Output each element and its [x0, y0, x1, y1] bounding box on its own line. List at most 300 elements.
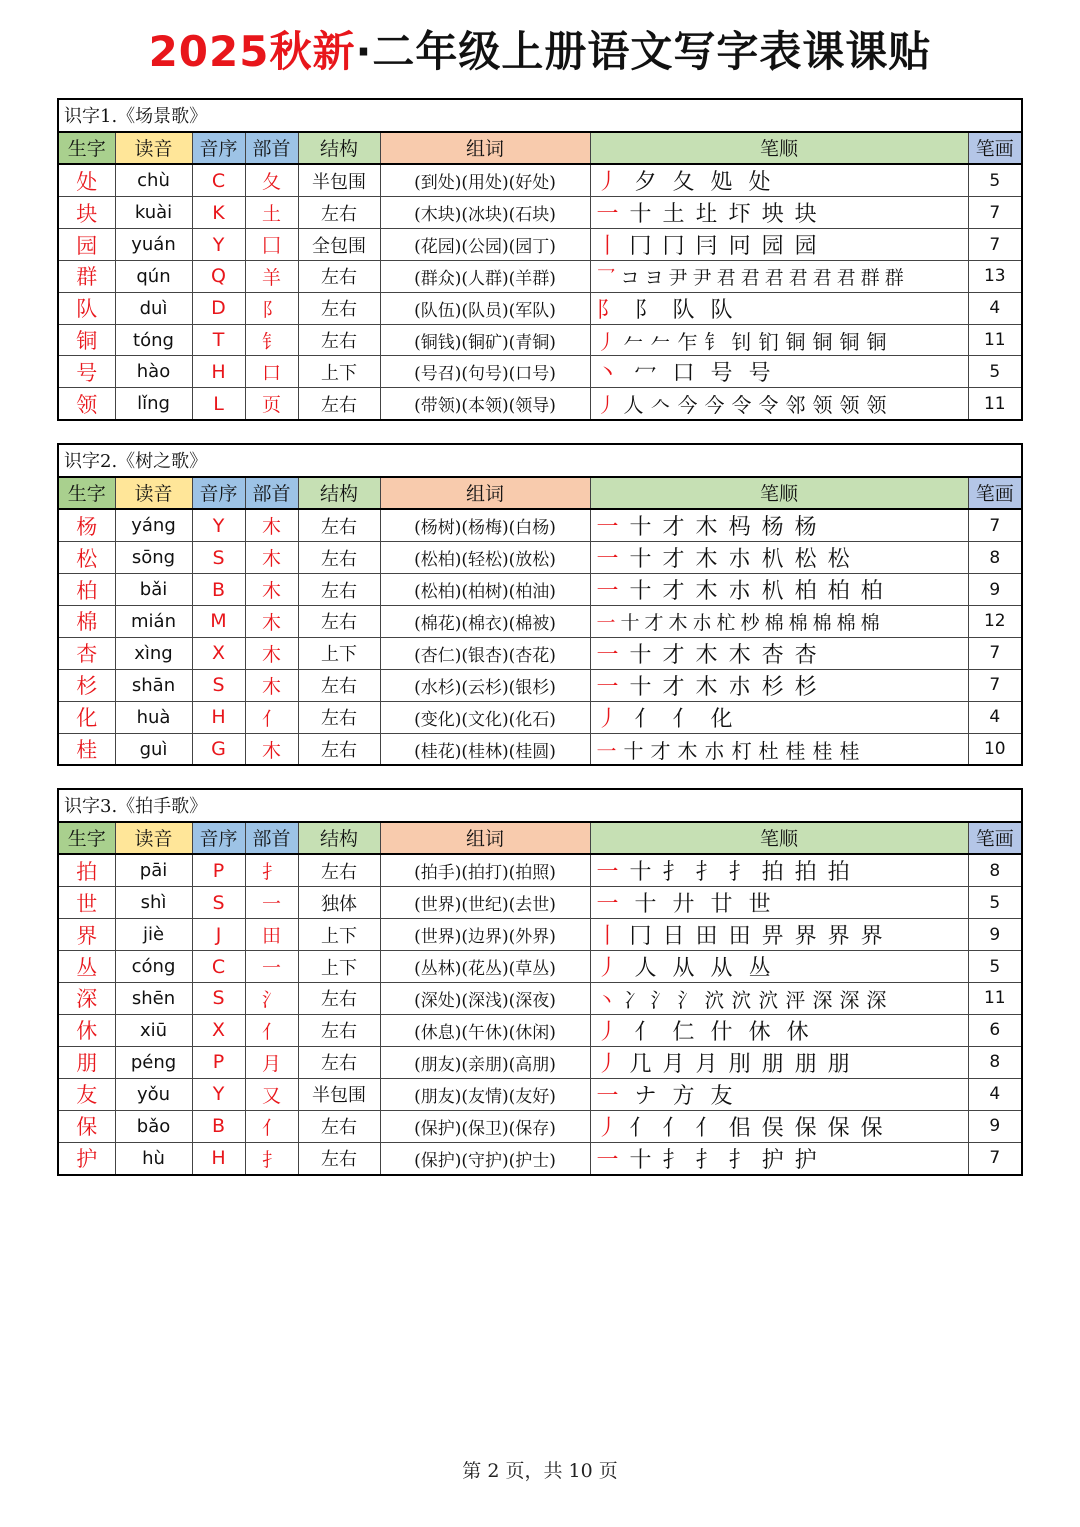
stroke-step: 号: [710, 361, 733, 387]
stroke-count-cell: 8: [968, 1046, 1022, 1078]
stroke-step: 丨: [596, 234, 619, 260]
structure-cell: 左右: [298, 1014, 380, 1046]
pinyin-cell: shēn: [115, 983, 192, 1015]
pinyin-cell: kuài: [115, 197, 192, 229]
stroke-step: 冂: [629, 924, 652, 950]
stroke-step: 廿: [710, 892, 733, 918]
initial-letter-cell: P: [192, 1046, 245, 1078]
stroke-step: 钊: [731, 329, 752, 354]
initial-letter-cell: X: [192, 1014, 245, 1046]
radical-cell: 土: [245, 197, 298, 229]
stroke-step: 人: [623, 393, 644, 418]
stroke-step: 朳: [761, 579, 784, 605]
radical-cell: 一: [245, 951, 298, 983]
stroke-step: 月: [695, 1051, 718, 1077]
word-group-cell: (带领)(本领)(领导): [380, 388, 590, 420]
stroke-step: 界: [827, 924, 850, 950]
stroke-step: 冂: [662, 234, 685, 260]
structure-cell: 半包围: [298, 1078, 380, 1110]
stroke-step: 柏: [860, 579, 883, 605]
stroke-step: 松: [827, 547, 850, 573]
stroke-step: 冃: [695, 234, 718, 260]
stroke-step: 亻: [695, 1115, 718, 1141]
stroke-step: 木: [728, 642, 751, 668]
initial-letter-cell: L: [192, 388, 245, 420]
table-row: [58, 733, 1022, 765]
structure-cell: 左右: [298, 388, 380, 420]
char-cell: 丛: [58, 951, 115, 983]
stroke-step: 柏: [794, 579, 817, 605]
stroke-step: 氵: [650, 987, 671, 1012]
char-cell: 杏: [58, 637, 115, 669]
stroke-order-cell: [590, 854, 968, 887]
stroke-count-cell: 4: [968, 1078, 1022, 1110]
header-zuci: 组词: [380, 132, 590, 165]
stroke-step: 深: [812, 987, 833, 1012]
table-row: [58, 1110, 1022, 1142]
stroke-step: 桂: [839, 738, 860, 763]
stroke-step: 号: [748, 361, 771, 387]
pinyin-cell: shān: [115, 669, 192, 701]
char-cell: 松: [58, 542, 115, 574]
stroke-step: 领: [866, 393, 887, 418]
initial-letter-cell: S: [192, 887, 245, 919]
header-bushou: 部首: [245, 822, 298, 855]
stroke-step: 夂: [672, 170, 695, 196]
word-group-cell: (水杉)(云杉)(银杉): [380, 669, 590, 701]
stroke-step: 才: [662, 547, 685, 573]
stroke-order-cell: [590, 701, 968, 733]
stroke-step: 君: [716, 266, 736, 289]
stroke-count-cell: 4: [968, 292, 1022, 324]
char-cell: 拍: [58, 854, 115, 887]
char-cell: 处: [58, 164, 115, 197]
stroke-step: 十: [629, 860, 652, 886]
stroke-order-cell: [590, 1014, 968, 1046]
stroke-step: 休: [786, 1019, 809, 1045]
structure-cell: 左右: [298, 509, 380, 542]
initial-letter-cell: Q: [192, 261, 245, 293]
stroke-step: 铜: [866, 329, 887, 354]
initial-letter-cell: C: [192, 951, 245, 983]
word-group-cell: (松柏)(柏树)(柏油): [380, 574, 590, 606]
stroke-order-cell: [590, 292, 968, 324]
stroke-step: 𠂉: [623, 329, 644, 354]
table-row: [58, 509, 1022, 542]
structure-cell: 左右: [298, 324, 380, 356]
title-year: 2025秋新: [148, 27, 356, 76]
stroke-step: 友: [710, 1083, 733, 1109]
stroke-step: 丨: [596, 924, 619, 950]
word-group-cell: (号召)(句号)(口号): [380, 356, 590, 388]
structure-cell: 左右: [298, 542, 380, 574]
pinyin-cell: sōng: [115, 542, 192, 574]
radical-cell: 口: [245, 356, 298, 388]
stroke-step: 钔: [758, 329, 779, 354]
stroke-step: 土: [662, 202, 685, 228]
table-row: [58, 292, 1022, 324]
stroke-step: 杩: [728, 515, 751, 541]
word-group-cell: (桂花)(桂林)(桂圆): [380, 733, 590, 765]
structure-cell: 左右: [298, 983, 380, 1015]
stroke-step: 一: [596, 579, 619, 605]
stroke-order-cell: [590, 951, 968, 983]
radical-cell: 木: [245, 509, 298, 542]
initial-letter-cell: H: [192, 701, 245, 733]
initial-letter-cell: G: [192, 733, 245, 765]
stroke-step: 十: [620, 611, 640, 634]
radical-cell: 木: [245, 542, 298, 574]
stroke-step: 钅: [704, 329, 725, 354]
table-row: [58, 197, 1022, 229]
stroke-step: 十: [629, 515, 652, 541]
stroke-step: 冂: [629, 234, 652, 260]
stroke-order-cell: [590, 356, 968, 388]
stroke-step: 木: [695, 579, 718, 605]
radical-cell: 夂: [245, 164, 298, 197]
word-group-cell: (杨树)(杨梅)(白杨): [380, 509, 590, 542]
word-group-cell: (群众)(人群)(羊群): [380, 261, 590, 293]
structure-cell: 上下: [298, 637, 380, 669]
table-row: [58, 983, 1022, 1015]
stroke-step: 廾: [672, 892, 695, 918]
stroke-step: 杉: [794, 674, 817, 700]
stroke-step: 一: [596, 892, 619, 918]
stroke-count-cell: 8: [968, 542, 1022, 574]
table-row: [58, 356, 1022, 388]
stroke-step: 君: [812, 266, 832, 289]
stroke-step: 朾: [731, 738, 752, 763]
stroke-step: 深: [839, 987, 860, 1012]
stroke-step: 杨: [761, 515, 784, 541]
radical-cell: 亻: [245, 1110, 298, 1142]
stroke-step: 朩: [704, 738, 725, 763]
pinyin-cell: jiè: [115, 919, 192, 951]
stroke-step: 世: [748, 892, 771, 918]
stroke-step: 十: [629, 547, 652, 573]
header-jiegou: 结构: [298, 132, 380, 165]
page-footer: 第 2 页，共 10 页: [462, 1460, 618, 1482]
table-row: [58, 542, 1022, 574]
word-group-cell: (朋友)(亲朋)(高朋): [380, 1046, 590, 1078]
stroke-count-cell: 5: [968, 356, 1022, 388]
header-bushou: 部首: [245, 477, 298, 510]
stroke-step: 一: [596, 860, 619, 886]
stroke-order-cell: [590, 509, 968, 542]
radical-cell: 扌: [245, 1142, 298, 1175]
lesson-heading: 识字1.《场景歌》: [58, 99, 1022, 132]
stroke-step: 十: [629, 674, 652, 700]
stroke-count-cell: 5: [968, 951, 1022, 983]
stroke-count-cell: 7: [968, 637, 1022, 669]
stroke-step: 拍: [827, 860, 850, 886]
stroke-order-cell: [590, 388, 968, 420]
stroke-step: 护: [761, 1147, 784, 1173]
stroke-step: 亻: [662, 1115, 685, 1141]
stroke-count-cell: 9: [968, 919, 1022, 951]
radical-cell: 木: [245, 574, 298, 606]
pinyin-cell: xiū: [115, 1014, 192, 1046]
radical-cell: 田: [245, 919, 298, 951]
stroke-step: 群: [884, 266, 904, 289]
stroke-step: 一: [596, 674, 619, 700]
stroke-step: 丶: [596, 361, 619, 387]
stroke-step: 铜: [839, 329, 860, 354]
initial-letter-cell: Y: [192, 509, 245, 542]
stroke-order-cell: [590, 1078, 968, 1110]
stroke-count-cell: 8: [968, 854, 1022, 887]
stroke-step: 処: [710, 170, 733, 196]
stroke-step: 畀: [761, 924, 784, 950]
stroke-step: 才: [662, 579, 685, 605]
structure-cell: 左右: [298, 733, 380, 765]
stroke-step: 一: [596, 642, 619, 668]
header-pinyin: 读音: [115, 822, 192, 855]
stroke-step: 朋: [761, 1051, 784, 1077]
header-zi: 生字: [58, 477, 115, 510]
table-row: [58, 951, 1022, 983]
stroke-step: 泬: [731, 987, 752, 1012]
structure-cell: 左右: [298, 669, 380, 701]
initial-letter-cell: Y: [192, 229, 245, 261]
stroke-step: 丿: [596, 1019, 619, 1045]
pinyin-cell: yáng: [115, 509, 192, 542]
stroke-step: ナ: [634, 1083, 657, 1109]
word-group-cell: (棉花)(棉衣)(棉被): [380, 606, 590, 638]
header-yinxu: 音序: [192, 822, 245, 855]
stroke-step: 俣: [761, 1115, 784, 1141]
pinyin-cell: shì: [115, 887, 192, 919]
stroke-step: 今: [677, 393, 698, 418]
stroke-count-cell: 7: [968, 229, 1022, 261]
stroke-step: 才: [662, 515, 685, 541]
char-cell: 号: [58, 356, 115, 388]
table-row: [58, 669, 1022, 701]
header-yinxu: 音序: [192, 477, 245, 510]
stroke-step: 界: [794, 924, 817, 950]
char-cell: 杨: [58, 509, 115, 542]
stroke-step: 几: [629, 1051, 652, 1077]
stroke-step: 棉: [764, 611, 784, 634]
stroke-count-cell: 5: [968, 887, 1022, 919]
stroke-step: 夕: [634, 170, 657, 196]
char-cell: 杉: [58, 669, 115, 701]
stroke-step: 柏: [827, 579, 850, 605]
header-pinyin: 读音: [115, 132, 192, 165]
stroke-step: ヨ: [644, 266, 664, 289]
stroke-step: 亻: [672, 706, 695, 732]
stroke-step: 方: [672, 1083, 695, 1109]
structure-cell: 左右: [298, 574, 380, 606]
stroke-step: 乛: [596, 266, 616, 289]
stroke-count-cell: 7: [968, 509, 1022, 542]
stroke-step: 扌: [728, 860, 751, 886]
stroke-step: 冫: [623, 987, 644, 1012]
table-row: [58, 606, 1022, 638]
radical-cell: 钅: [245, 324, 298, 356]
stroke-step: 铜: [812, 329, 833, 354]
initial-letter-cell: S: [192, 542, 245, 574]
stroke-step: 十: [629, 579, 652, 605]
pinyin-cell: hù: [115, 1142, 192, 1175]
stroke-step: 什: [710, 1019, 733, 1045]
stroke-step: 泙: [785, 987, 806, 1012]
radical-cell: 一: [245, 887, 298, 919]
char-cell: 园: [58, 229, 115, 261]
stroke-order-cell: [590, 669, 968, 701]
stroke-step: 朩: [728, 579, 751, 605]
stroke-order-cell: [590, 1142, 968, 1175]
stroke-step: 杜: [758, 738, 779, 763]
initial-letter-cell: H: [192, 356, 245, 388]
stroke-step: 田: [695, 924, 718, 950]
title-main: ·二年级上册语文写字表课课贴: [355, 27, 932, 76]
table-row: [58, 164, 1022, 197]
stroke-step: 君: [788, 266, 808, 289]
header-zi: 生字: [58, 822, 115, 855]
stroke-step: 邻: [785, 393, 806, 418]
char-cell: 铜: [58, 324, 115, 356]
word-group-cell: (世界)(边界)(外界): [380, 919, 590, 951]
radical-cell: 扌: [245, 854, 298, 887]
stroke-order-cell: [590, 1110, 968, 1142]
structure-cell: 左右: [298, 1142, 380, 1175]
word-group-cell: (松柏)(轻松)(放松): [380, 542, 590, 574]
stroke-step: 休: [748, 1019, 771, 1045]
stroke-step: 丿: [596, 393, 617, 418]
stroke-step: 块: [794, 202, 817, 228]
pinyin-cell: yǒu: [115, 1078, 192, 1110]
pinyin-cell: lǐng: [115, 388, 192, 420]
stroke-step: 丿: [596, 956, 619, 982]
radical-cell: 木: [245, 669, 298, 701]
stroke-count-cell: 5: [968, 164, 1022, 197]
stroke-step: 乍: [677, 329, 698, 354]
table-row: [58, 229, 1022, 261]
stroke-order-cell: [590, 574, 968, 606]
stroke-step: 棉: [812, 611, 832, 634]
stroke-step: 朩: [692, 611, 712, 634]
stroke-step: 一: [596, 738, 617, 763]
stroke-step: 队: [710, 297, 733, 323]
pinyin-cell: hào: [115, 356, 192, 388]
stroke-step: 园: [761, 234, 784, 260]
radical-cell: 木: [245, 606, 298, 638]
radical-cell: 又: [245, 1078, 298, 1110]
stroke-order-cell: [590, 1046, 968, 1078]
radical-cell: 亻: [245, 1014, 298, 1046]
radical-cell: 亻: [245, 701, 298, 733]
word-group-cell: (拍手)(拍打)(拍照): [380, 854, 590, 887]
stroke-step: 松: [794, 547, 817, 573]
stroke-step: 木: [668, 611, 688, 634]
stroke-step: 丿: [596, 170, 619, 196]
stroke-count-cell: 9: [968, 574, 1022, 606]
char-cell: 棉: [58, 606, 115, 638]
stroke-step: 阝: [596, 297, 619, 323]
structure-cell: 左右: [298, 1046, 380, 1078]
table-row: [58, 1142, 1022, 1175]
word-group-cell: (休息)(午休)(休闲): [380, 1014, 590, 1046]
char-cell: 世: [58, 887, 115, 919]
stroke-step: 领: [812, 393, 833, 418]
char-cell: 领: [58, 388, 115, 420]
lesson-table: [57, 443, 1023, 766]
char-cell: 柏: [58, 574, 115, 606]
stroke-step: 木: [695, 674, 718, 700]
header-bishun: 笔顺: [590, 132, 968, 165]
stroke-step: 君: [836, 266, 856, 289]
stroke-step: 一: [596, 1083, 619, 1109]
structure-cell: 左右: [298, 854, 380, 887]
structure-cell: 左右: [298, 261, 380, 293]
stroke-step: 丛: [748, 956, 771, 982]
initial-letter-cell: T: [192, 324, 245, 356]
table-row: [58, 919, 1022, 951]
stroke-count-cell: 9: [968, 1110, 1022, 1142]
stroke-step: 棉: [788, 611, 808, 634]
stroke-step: 护: [794, 1147, 817, 1173]
stroke-order-cell: [590, 887, 968, 919]
table-row: [58, 701, 1022, 733]
radical-cell: 页: [245, 388, 298, 420]
header-zuci: 组词: [380, 477, 590, 510]
stroke-step: 丶: [596, 987, 617, 1012]
stroke-step: 保: [794, 1115, 817, 1141]
initial-letter-cell: H: [192, 1142, 245, 1175]
stroke-step: コ: [620, 266, 640, 289]
stroke-order-cell: [590, 229, 968, 261]
stroke-step: 棉: [836, 611, 856, 634]
stroke-step: 仁: [672, 1019, 695, 1045]
word-group-cell: (保护)(守护)(护士): [380, 1142, 590, 1175]
stroke-step: 朩: [728, 547, 751, 573]
stroke-step: 亻: [634, 706, 657, 732]
table-row: [58, 324, 1022, 356]
stroke-count-cell: 12: [968, 606, 1022, 638]
table-row: [58, 887, 1022, 919]
stroke-step: 扌: [662, 1147, 685, 1173]
lesson-heading: 识字3.《拍手歌》: [58, 789, 1022, 822]
initial-letter-cell: B: [192, 574, 245, 606]
radical-cell: 月: [245, 1046, 298, 1078]
stroke-step: 才: [662, 642, 685, 668]
stroke-step: 令: [758, 393, 779, 418]
stroke-count-cell: 7: [968, 669, 1022, 701]
stroke-step: 杏: [761, 642, 784, 668]
stroke-step: 一: [596, 202, 619, 228]
stroke-count-cell: 11: [968, 983, 1022, 1015]
stroke-step: 氵: [677, 987, 698, 1012]
radical-cell: 阝: [245, 292, 298, 324]
initial-letter-cell: M: [192, 606, 245, 638]
stroke-step: 扌: [662, 860, 685, 886]
stroke-count-cell: 4: [968, 701, 1022, 733]
pinyin-cell: bǎo: [115, 1110, 192, 1142]
initial-letter-cell: Y: [192, 1078, 245, 1110]
stroke-step: 朳: [761, 547, 784, 573]
stroke-step: 冋: [728, 234, 751, 260]
stroke-step: 尹: [668, 266, 688, 289]
word-group-cell: (深处)(深浅)(深夜): [380, 983, 590, 1015]
stroke-order-cell: [590, 261, 968, 293]
stroke-step: 领: [839, 393, 860, 418]
stroke-step: 𠆢: [650, 393, 671, 418]
stroke-step: 保: [860, 1115, 883, 1141]
structure-cell: 独体: [298, 887, 380, 919]
pinyin-cell: péng: [115, 1046, 192, 1078]
initial-letter-cell: D: [192, 292, 245, 324]
